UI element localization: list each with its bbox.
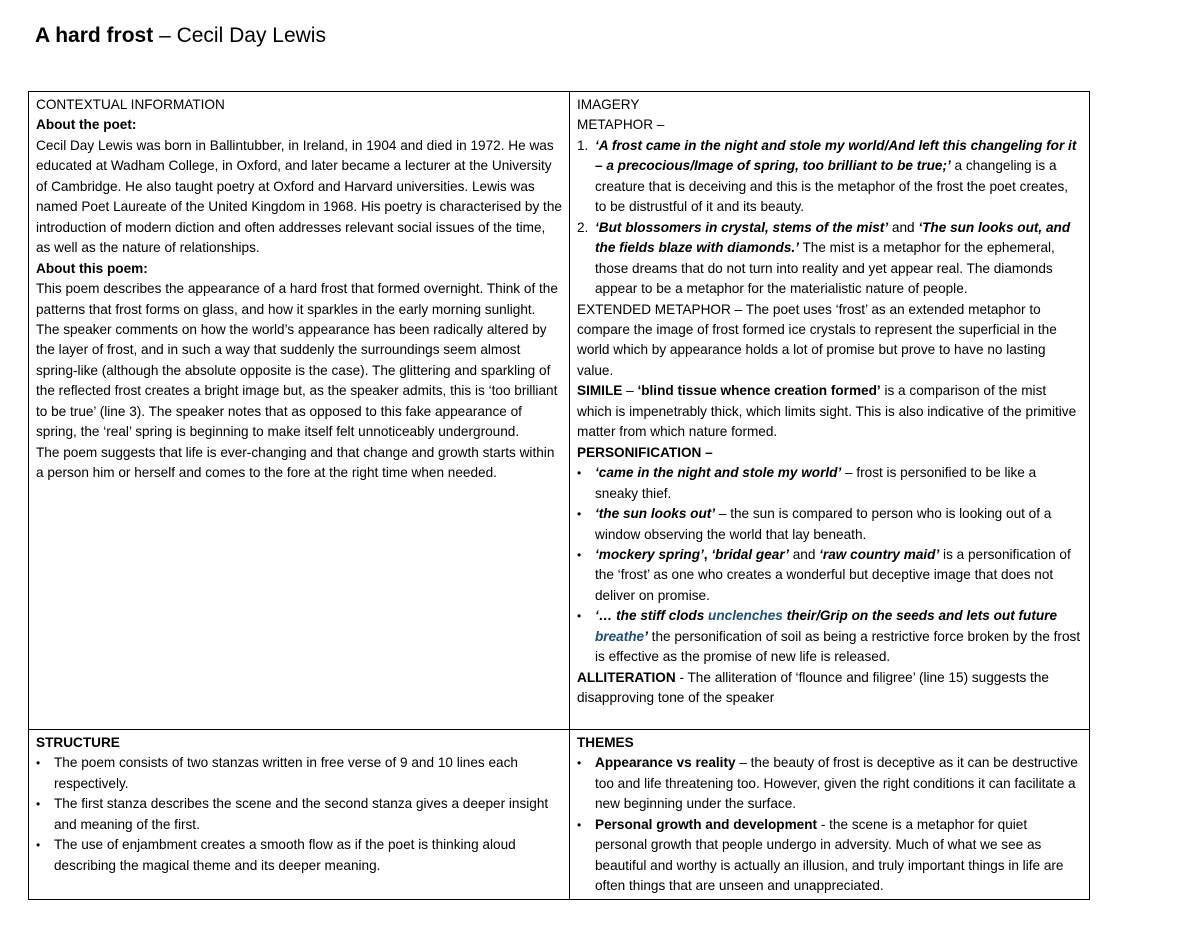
imagery-cell (570, 92, 1090, 730)
personification-quote: ‘mockery spring’ (595, 546, 704, 562)
list-item (577, 753, 1083, 814)
document-title (35, 24, 326, 48)
structure-item-text: The first stanza describes the scene and the second stanza gives a deeper insight and meaning of the first. (54, 796, 549, 832)
personification-quote: ’ (644, 628, 648, 644)
bullet-icon: • (36, 756, 41, 771)
personification-heading: PERSONIFICATION – (577, 444, 713, 460)
about-poem-paragraph: This poem describes the appearance of a hard frost that formed overnight. Think of the patterns that frost forms on glass, and how it sparkles in the early morning sunlight. (36, 281, 558, 317)
bullet-icon: • (577, 817, 582, 832)
separator: , (703, 546, 712, 562)
bullet-icon: • (577, 547, 582, 562)
separator: and (788, 546, 820, 562)
contextual-cell (29, 92, 570, 730)
imagery-heading: IMAGERY (577, 97, 640, 112)
highlighted-word: unclenches (708, 608, 783, 624)
personification-quote: ‘bridal gear’ (711, 546, 789, 562)
personification-text: is a personification of the ‘frost’ as one who creates a wonderful but deceptive image that does not deliver on promise. (595, 546, 1071, 603)
metaphor-text: a changeling is a creature that is deceiving and this is the metaphor of the frost the poet creates, to be distrustful of it and its beauty. (595, 158, 1069, 215)
analysis-table (28, 91, 1090, 900)
about-poem-paragraph: The speaker comments on how the world’s appearance has been radically altered by the layer of frost, and in such a way that suddenly the surroundings seem almost spring-like (although the absolute opposite is the case). The glittering and sparkling of the reflected frost creates a bright image but, as the speaker admits, this is ‘too brilliant to be true’ (line 3). The speaker notes that as opposed to this fake appearance of spring, the ‘real’ spring is beginning to make itself felt unnoticeably underground. (36, 321, 558, 440)
about-poet-text: Cecil Day Lewis was born in Ballintubber, in Ireland, in 1904 and died in 1972. He was educated at Wadham College, in Oxford, and later became a lecturer at the University of Cambridge. He also taught poetry at Oxford and Harvard universities. Lewis was named Poet Laureate of the United Kingdom in 1968. His poetry is characterised by the introduction of modern diction and often addresses relevant social issues of the time, as well as the nature of relationships. (36, 137, 562, 256)
personification-quote: ‘… the stiff clods (595, 608, 709, 624)
themes-cell (570, 730, 1090, 900)
title-rest: – Cecil Day Lewis (153, 24, 326, 47)
list-item (577, 218, 1083, 300)
table-row (29, 730, 1090, 900)
list-item (577, 815, 1083, 897)
personification-quote: their/Grip on the seeds and lets out future (782, 608, 1058, 624)
title-main: A hard frost (35, 24, 154, 47)
personification-list (577, 463, 1083, 668)
themes-heading: THEMES (577, 735, 634, 750)
personification-text: – frost is personified to be like a sneaky thief. (595, 465, 1037, 501)
alliteration (577, 668, 1083, 709)
structure-item-text: The use of enjambment creates a smooth flow as if the poet is thinking aloud describing the magical theme and its deeper meaning. (54, 837, 516, 873)
theme-text: - the scene is a metaphor for quiet personal growth that people undergo in adversity. Much of what we see as beautiful and worthy is actually an illusion, and truly important things in life are often things that are unseen and unappreciated. (595, 816, 1064, 894)
theme-text: – the beauty of frost is deceptive as it can be destructive too and life threatening too. However, given the right conditions it can facilitate a new beginning under the surface. (595, 755, 1078, 812)
theme-label: Personal growth and development (595, 816, 818, 832)
simile-label: SIMILE (577, 383, 623, 399)
list-item (36, 753, 563, 794)
metaphor-text: The mist is a metaphor for the ephemeral, those dreams that do not turn into reality and yet appear real. The diamonds appear to be a metaphor for the materialistic nature of people. (595, 240, 1055, 297)
themes-list (577, 753, 1083, 896)
about-poet-heading: About the poet: (36, 117, 137, 133)
simile-text: is a comparison of the mist which is impenetrably thick, which limits sight. This is also indicative of the primitive matter from which nature formed. (577, 383, 1077, 440)
bullet-icon: • (36, 797, 41, 812)
list-item (577, 545, 1083, 606)
simile-quote: ‘blind tissue whence creation formed’ (637, 383, 881, 399)
metaphor-heading: METAPHOR – (577, 117, 665, 133)
structure-cell (29, 730, 570, 900)
personification-quote: ‘came in the night and stole my world’ (595, 465, 842, 481)
bullet-icon: • (577, 466, 582, 481)
metaphor-quote: ‘But blossomers in crystal, stems of the mist’ (595, 219, 889, 235)
highlighted-word: breathe (595, 628, 645, 644)
contextual-heading: CONTEXTUAL INFORMATION (36, 97, 225, 112)
personification-quote: ‘raw country maid’ (819, 546, 940, 562)
metaphor-and: and (888, 219, 919, 235)
list-number: 1. (577, 137, 589, 153)
extended-metaphor-label: EXTENDED METAPHOR (577, 301, 731, 317)
list-item (577, 136, 1083, 218)
personification-text: the personification of soil as being a restrictive force broken by the frost is effective as the promise of new life is released. (595, 628, 1081, 665)
simile-dash: – (622, 383, 638, 399)
list-item (577, 504, 1083, 545)
list-item (577, 606, 1083, 667)
alliteration-label: ALLITERATION (577, 669, 676, 685)
structure-heading: STRUCTURE (36, 735, 120, 750)
bullet-icon: • (36, 838, 41, 853)
list-item (36, 794, 563, 835)
theme-label: Appearance vs reality (595, 755, 736, 771)
list-item (36, 835, 563, 876)
personification-text: – the sun is compared to person who is looking out of a window observing the world that lay beneath. (595, 506, 1052, 542)
table-row (29, 92, 1090, 730)
structure-list (36, 753, 563, 876)
personification-quote: ‘the sun looks out’ (595, 506, 716, 522)
list-item (577, 463, 1083, 504)
structure-item-text: The poem consists of two stanzas written in free verse of 9 and 10 lines each respectively. (54, 755, 518, 791)
bullet-icon: • (577, 507, 582, 522)
about-poem-paragraph: The poem suggests that life is ever-changing and that change and growth starts within a person him or herself and comes to the fore at the right time when needed. (36, 444, 555, 481)
list-number: 2. (577, 219, 589, 235)
metaphor-quote: ‘The sun looks out, and the fields blaze with diamonds.’ (595, 219, 1071, 256)
extended-metaphor (577, 300, 1083, 382)
simile (577, 381, 1083, 442)
metaphor-quote: ‘A frost came in the night and stole my world/And left this changeling for it – a precocious/Image of spring, too brilliant to be true;’ (595, 137, 1077, 174)
extended-metaphor-text: – The poet uses ‘frost’ as an extended metaphor to compare the image of frost formed ice crystals to represent the superficial in the world which by appearance holds a lot of promise but prove to have no lasting value. (577, 301, 1057, 378)
bullet-icon: • (577, 609, 582, 624)
bullet-icon: • (577, 756, 582, 771)
alliteration-text: - The alliteration of ‘flounce and filigree’ (line 15) suggests the disapproving tone of the speaker (577, 669, 1049, 706)
metaphor-list (577, 136, 1083, 300)
about-poem-heading: About this poem: (36, 260, 148, 276)
